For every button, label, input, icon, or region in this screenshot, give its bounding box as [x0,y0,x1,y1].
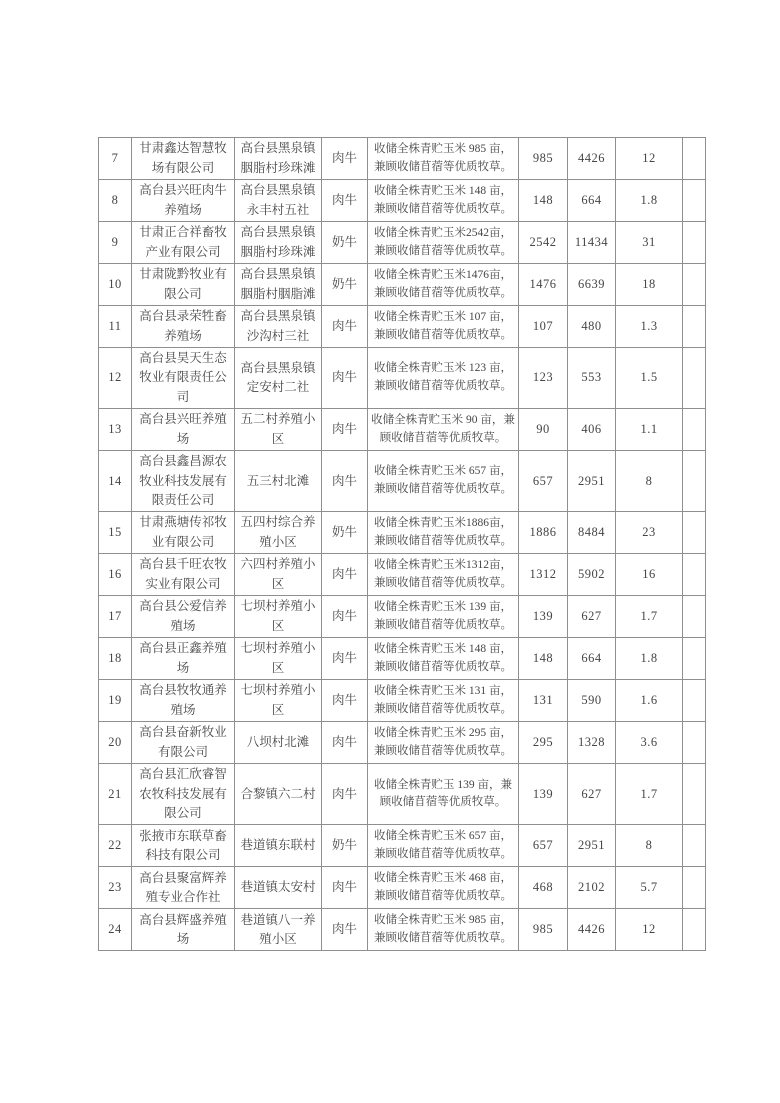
livestock-type-cell: 肉牛 [322,451,368,512]
tonnage-cell: 553 [568,348,616,409]
amount-cell: 12 [616,909,683,951]
row-number-cell: 20 [99,722,132,764]
livestock-type-cell: 肉牛 [322,554,368,596]
farm-name-cell: 高台县千旺农牧实业有限公司 [132,554,235,596]
farm-name-cell: 甘肃燕塘传祁牧业有限公司 [132,512,235,554]
description-cell: 收储全株青贮玉米 107 亩，兼顾收储苜蓿等优质牧草。 [368,306,519,348]
description-cell: 收储全株青贮玉米 148 亩，兼顾收储苜蓿等优质牧草。 [368,638,519,680]
description-cell: 收储全株青贮玉米 657 亩，兼顾收储苜蓿等优质牧草。 [368,825,519,867]
tonnage-cell: 590 [568,680,616,722]
description-cell: 收储全株青贮玉米1312亩，兼顾收储苜蓿等优质牧草。 [368,554,519,596]
area-cell: 657 [519,825,568,867]
area-cell: 468 [519,867,568,909]
blank-cell [683,306,706,348]
description-cell: 收储全株青贮玉米 139 亩，兼顾收储苜蓿等优质牧草。 [368,596,519,638]
farm-name-cell: 高台县牧牧通养殖场 [132,680,235,722]
table-row [99,451,706,512]
table-row [99,409,706,451]
row-number-cell: 12 [99,348,132,409]
area-cell: 107 [519,306,568,348]
livestock-type-cell: 奶牛 [322,512,368,554]
livestock-silage-table [98,137,706,951]
table-row [99,264,706,306]
area-cell: 148 [519,180,568,222]
description-cell: 收储全株青贮玉米 148 亩，兼顾收储苜蓿等优质牧草。 [368,180,519,222]
row-number-cell: 14 [99,451,132,512]
farm-name-cell: 高台县鑫昌源农牧业科技发展有限责任公司 [132,451,235,512]
livestock-type-cell: 肉牛 [322,138,368,180]
tonnage-cell: 5902 [568,554,616,596]
area-cell: 1476 [519,264,568,306]
amount-cell: 8 [616,825,683,867]
farm-name-cell: 高台县录荣牲畜养殖场 [132,306,235,348]
blank-cell [683,638,706,680]
row-number-cell: 16 [99,554,132,596]
livestock-type-cell: 肉牛 [322,680,368,722]
blank-cell [683,348,706,409]
location-cell: 合黎镇六二村 [235,764,322,825]
area-cell: 90 [519,409,568,451]
farm-name-cell: 高台县昊天生态牧业有限责任公司 [132,348,235,409]
location-cell: 高台县黑泉镇沙沟村三社 [235,306,322,348]
livestock-type-cell: 肉牛 [322,306,368,348]
farm-name-cell: 高台县奋新牧业有限公司 [132,722,235,764]
amount-cell: 1.3 [616,306,683,348]
table-row [99,138,706,180]
location-cell: 七坝村养殖小区 [235,680,322,722]
table-row [99,722,706,764]
description-cell: 收储全株青贮玉米 295 亩，兼顾收储苜蓿等优质牧草。 [368,722,519,764]
farm-name-cell: 高台县辉盛养殖场 [132,909,235,951]
blank-cell [683,409,706,451]
description-cell: 收储全株青贮玉米 90 亩，兼顾收储苜蓿等优质牧草。 [368,409,519,451]
description-cell: 收储全株青贮玉米 131 亩，兼顾收储苜蓿等优质牧草。 [368,680,519,722]
amount-cell: 8 [616,451,683,512]
amount-cell: 12 [616,138,683,180]
livestock-type-cell: 奶牛 [322,222,368,264]
amount-cell: 31 [616,222,683,264]
tonnage-cell: 1328 [568,722,616,764]
location-cell: 八坝村北滩 [235,722,322,764]
amount-cell: 3.6 [616,722,683,764]
livestock-type-cell: 肉牛 [322,764,368,825]
livestock-type-cell: 肉牛 [322,596,368,638]
blank-cell [683,764,706,825]
row-number-cell: 8 [99,180,132,222]
farm-name-cell: 高台县聚富辉养殖专业合作社 [132,867,235,909]
location-cell: 七坝村养殖小区 [235,638,322,680]
blank-cell [683,867,706,909]
location-cell: 高台县黑泉镇胭脂村胭脂滩 [235,264,322,306]
amount-cell: 1.6 [616,680,683,722]
farm-name-cell: 甘肃正合祥畜牧产业有限公司 [132,222,235,264]
row-number-cell: 13 [99,409,132,451]
farm-name-cell: 甘肃陇黔牧业有限公司 [132,264,235,306]
table-row [99,554,706,596]
blank-cell [683,512,706,554]
area-cell: 123 [519,348,568,409]
location-cell: 五二村养殖小区 [235,409,322,451]
amount-cell: 5.7 [616,867,683,909]
tonnage-cell: 480 [568,306,616,348]
row-number-cell: 19 [99,680,132,722]
row-number-cell: 11 [99,306,132,348]
table-row [99,306,706,348]
blank-cell [683,596,706,638]
blank-cell [683,264,706,306]
location-cell: 高台县黑泉镇胭脂村珍珠滩 [235,222,322,264]
tonnage-cell: 2951 [568,825,616,867]
blank-cell [683,909,706,951]
livestock-type-cell: 肉牛 [322,348,368,409]
area-cell: 985 [519,138,568,180]
farm-name-cell: 高台县汇欣睿智农牧科技发展有限公司 [132,764,235,825]
row-number-cell: 21 [99,764,132,825]
amount-cell: 18 [616,264,683,306]
farm-name-cell: 高台县公爱信养殖场 [132,596,235,638]
table-row [99,867,706,909]
livestock-type-cell: 肉牛 [322,909,368,951]
tonnage-cell: 664 [568,638,616,680]
description-cell: 收储全株青贮玉米 468 亩，兼顾收储苜蓿等优质牧草。 [368,867,519,909]
tonnage-cell: 664 [568,180,616,222]
row-number-cell: 17 [99,596,132,638]
amount-cell: 1.1 [616,409,683,451]
location-cell: 巷道镇太安村 [235,867,322,909]
location-cell: 六四村养殖小区 [235,554,322,596]
tonnage-cell: 4426 [568,138,616,180]
tonnage-cell: 2951 [568,451,616,512]
blank-cell [683,554,706,596]
location-cell: 高台县黑泉镇定安村二社 [235,348,322,409]
farm-name-cell: 甘肃鑫达智慧牧场有限公司 [132,138,235,180]
livestock-type-cell: 奶牛 [322,264,368,306]
description-cell: 收储全株青贮玉米 985 亩，兼顾收储苜蓿等优质牧草。 [368,138,519,180]
livestock-type-cell: 肉牛 [322,180,368,222]
table-row [99,596,706,638]
table-row [99,764,706,825]
area-cell: 295 [519,722,568,764]
livestock-type-cell: 肉牛 [322,409,368,451]
amount-cell: 1.7 [616,764,683,825]
row-number-cell: 10 [99,264,132,306]
location-cell: 巷道镇八一养殖小区 [235,909,322,951]
row-number-cell: 15 [99,512,132,554]
location-cell: 五三村北滩 [235,451,322,512]
area-cell: 2542 [519,222,568,264]
amount-cell: 23 [616,512,683,554]
table-row [99,222,706,264]
tonnage-cell: 627 [568,764,616,825]
description-cell: 收储全株青贮玉 139 亩，兼顾收储苜蓿等优质牧草。 [368,764,519,825]
table-row [99,680,706,722]
blank-cell [683,180,706,222]
tonnage-cell: 627 [568,596,616,638]
tonnage-cell: 8484 [568,512,616,554]
description-cell: 收储全株青贮玉米 123 亩，兼顾收储苜蓿等优质牧草。 [368,348,519,409]
location-cell: 高台县黑泉镇胭脂村珍珠滩 [235,138,322,180]
area-cell: 1312 [519,554,568,596]
blank-cell [683,451,706,512]
table-row [99,825,706,867]
tonnage-cell: 2102 [568,867,616,909]
row-number-cell: 18 [99,638,132,680]
row-number-cell: 22 [99,825,132,867]
table-row [99,638,706,680]
location-cell: 高台县黑泉镇永丰村五社 [235,180,322,222]
livestock-type-cell: 肉牛 [322,722,368,764]
tonnage-cell: 11434 [568,222,616,264]
area-cell: 985 [519,909,568,951]
area-cell: 131 [519,680,568,722]
area-cell: 139 [519,596,568,638]
farm-name-cell: 张掖市东联草畜科技有限公司 [132,825,235,867]
area-cell: 1886 [519,512,568,554]
description-cell: 收储全株青贮玉米 985 亩，兼顾收储苜蓿等优质牧草。 [368,909,519,951]
tonnage-cell: 406 [568,409,616,451]
tonnage-cell: 4426 [568,909,616,951]
table-row [99,909,706,951]
livestock-type-cell: 肉牛 [322,867,368,909]
description-cell: 收储全株青贮玉米 657 亩，兼顾收储苜蓿等优质牧草。 [368,451,519,512]
area-cell: 139 [519,764,568,825]
area-cell: 148 [519,638,568,680]
amount-cell: 1.8 [616,638,683,680]
row-number-cell: 9 [99,222,132,264]
farm-name-cell: 高台县兴旺肉牛养殖场 [132,180,235,222]
location-cell: 巷道镇东联村 [235,825,322,867]
farm-name-cell: 高台县正鑫养殖场 [132,638,235,680]
tonnage-cell: 6639 [568,264,616,306]
location-cell: 五四村综合养殖小区 [235,512,322,554]
table-body [99,138,706,951]
blank-cell [683,680,706,722]
table-row [99,180,706,222]
table-row [99,348,706,409]
blank-cell [683,722,706,764]
blank-cell [683,138,706,180]
farm-name-cell: 高台县兴旺养殖场 [132,409,235,451]
description-cell: 收储全株青贮玉米1886亩，兼顾收储苜蓿等优质牧草。 [368,512,519,554]
row-number-cell: 24 [99,909,132,951]
location-cell: 七坝村养殖小区 [235,596,322,638]
area-cell: 657 [519,451,568,512]
blank-cell [683,222,706,264]
amount-cell: 1.8 [616,180,683,222]
row-number-cell: 7 [99,138,132,180]
table-row [99,512,706,554]
row-number-cell: 23 [99,867,132,909]
livestock-type-cell: 肉牛 [322,638,368,680]
amount-cell: 16 [616,554,683,596]
blank-cell [683,825,706,867]
description-cell: 收储全株青贮玉米2542亩，兼顾收储苜蓿等优质牧草。 [368,222,519,264]
amount-cell: 1.5 [616,348,683,409]
description-cell: 收储全株青贮玉米1476亩，兼顾收储苜蓿等优质牧草。 [368,264,519,306]
amount-cell: 1.7 [616,596,683,638]
livestock-type-cell: 奶牛 [322,825,368,867]
